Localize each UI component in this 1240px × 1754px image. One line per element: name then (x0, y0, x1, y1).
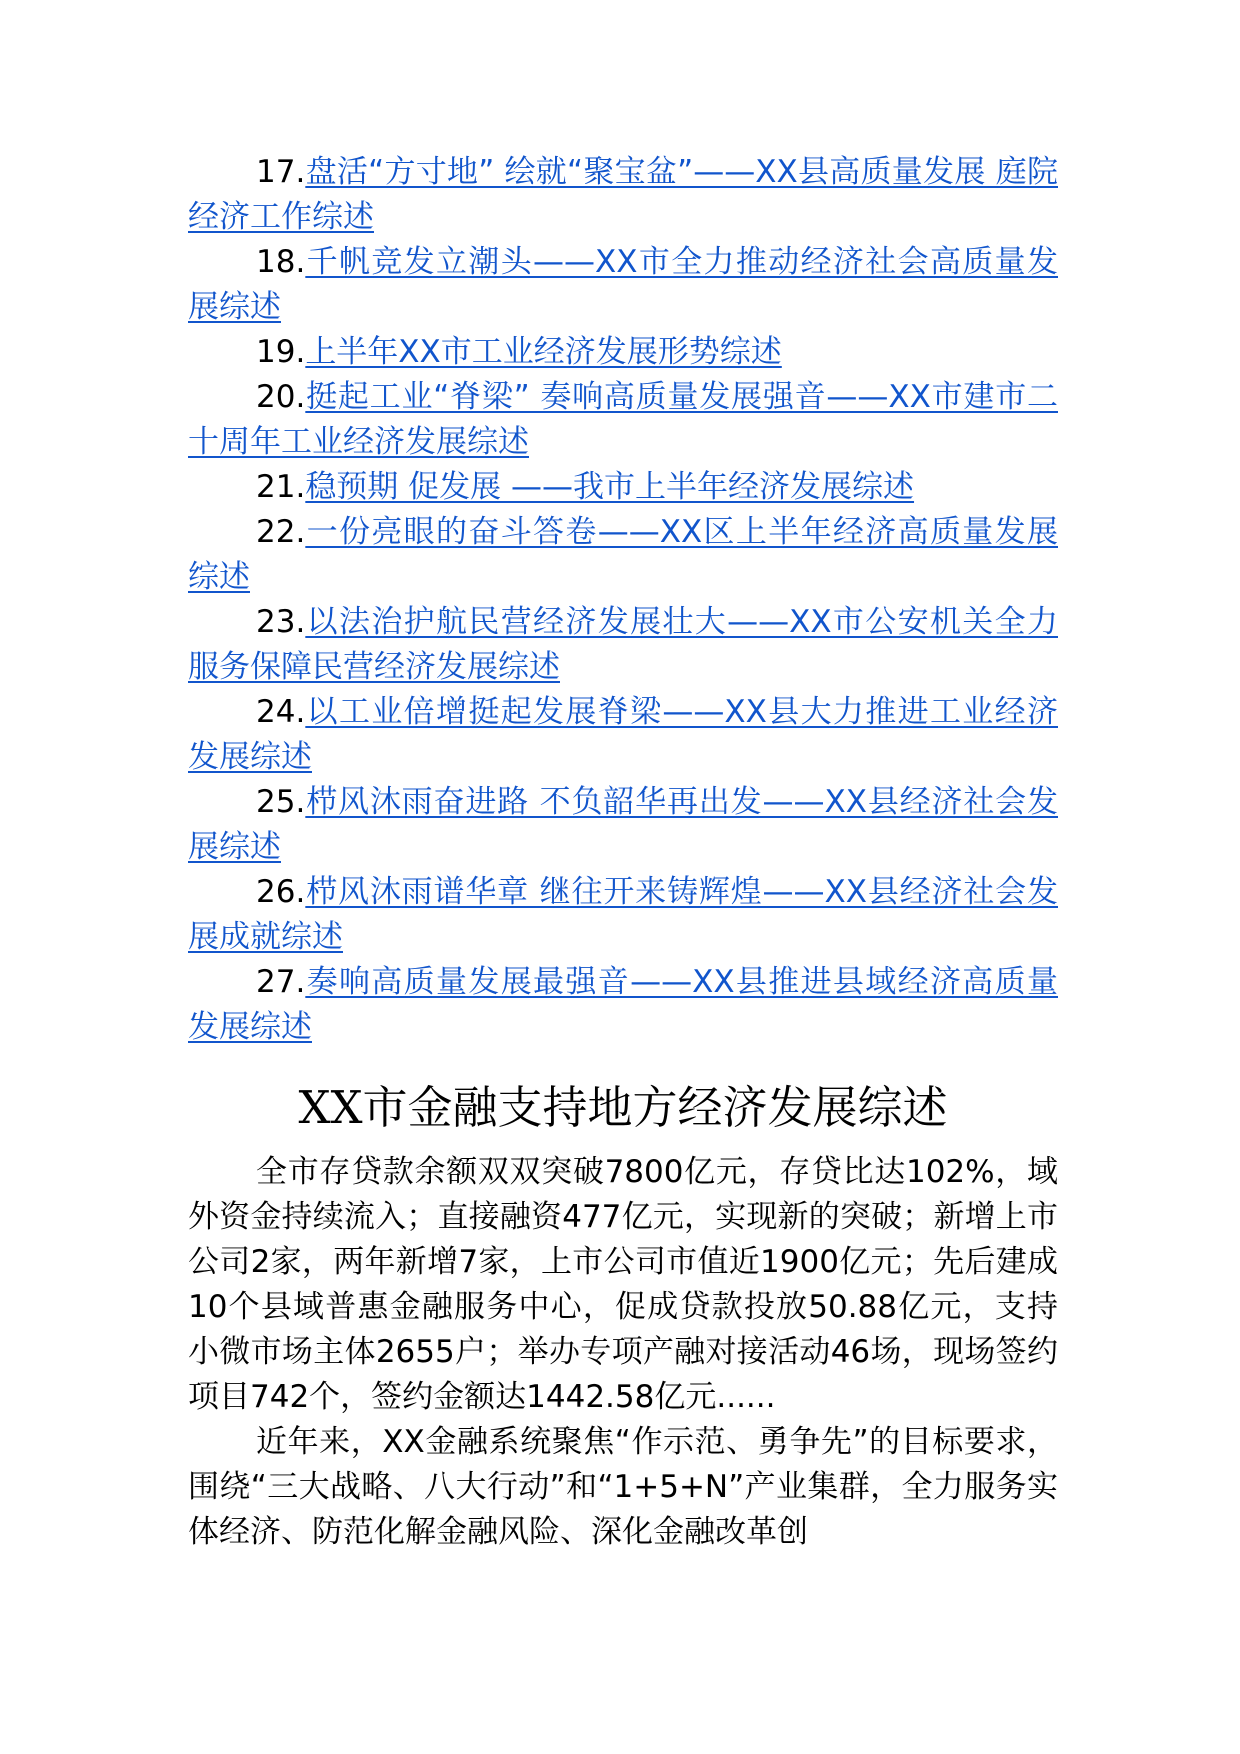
toc-item (188, 780, 1058, 870)
toc-item (188, 600, 1058, 690)
toc-item-number: 20. (256, 379, 306, 415)
toc-item (188, 150, 1058, 240)
body-paragraph: 全市存贷款余额双双突破7800亿元，存贷比达102%，域外资金持续流入；直接融资477亿元，实现新的突破；新增上市公司2家，两年新增7家，上市公司市值近1900亿元；先后建成10个县域普惠金融服务中心，促成贷款投放50.88亿元，支持小微市场主体2655户；举办专项产融对接活动46场，现场签约项目742个，签约金额达1442.58亿元...... (188, 1154, 1058, 1415)
article-title-prefix: XX (298, 1081, 363, 1134)
toc-item-number: 24. (256, 694, 306, 730)
toc-item (188, 375, 1058, 465)
toc-item-link[interactable]: 上半年XX市工业经济发展形势综述 (305, 334, 782, 370)
toc-item-link[interactable]: 栉风沐雨谱华章 继往开来铸辉煌——XX县经济社会发展成就综述 (188, 874, 1058, 955)
body-paragraph: 近年来，XX金融系统聚焦“作示范、勇争先”的目标要求，围绕“三大战略、八大行动”和“1+5+N”产业集群，全力服务实体经济、防范化解金融风险、深化金融改革创 (188, 1424, 1058, 1550)
toc-item (188, 510, 1058, 600)
toc-item (188, 330, 1058, 375)
toc-item (188, 240, 1058, 330)
toc-item-number: 27. (256, 964, 306, 1000)
toc-item-link[interactable]: 盘活“方寸地” 绘就“聚宝盆”——XX县高质量发展 庭院经济工作综述 (188, 154, 1058, 235)
toc-item-link[interactable]: 栉风沐雨奋进路 不负韶华再出发——XX县经济社会发展综述 (188, 784, 1058, 865)
toc-item-number: 18. (256, 244, 306, 280)
toc-item-link[interactable]: 一份亮眼的奋斗答卷——XX区上半年经济高质量发展综述 (188, 514, 1058, 595)
toc-item-link[interactable]: 以工业倍增挺起发展脊梁——XX县大力推进工业经济发展综述 (188, 694, 1058, 775)
toc-item-link[interactable]: 以法治护航民营经济发展壮大——XX市公安机关全力服务保障民营经济发展综述 (188, 604, 1058, 685)
toc-item (188, 870, 1058, 960)
toc-item-link[interactable]: 奏响高质量发展最强音——XX县推进县域经济高质量发展综述 (188, 964, 1058, 1045)
toc-item (188, 690, 1058, 780)
article-body (188, 1150, 1058, 1555)
toc-item-link[interactable]: 稳预期 促发展 ——我市上半年经济发展综述 (305, 469, 915, 505)
toc-item-number: 23. (256, 604, 306, 640)
toc-item-number: 22. (256, 514, 306, 550)
toc-item-link[interactable]: 千帆竞发立潮头——XX市全力推动经济社会高质量发展综述 (188, 244, 1058, 325)
toc-item (188, 465, 1058, 510)
toc-item-number: 25. (256, 784, 306, 820)
toc-list (188, 150, 1058, 1050)
toc-item-link[interactable]: 挺起工业“脊梁” 奏响高质量发展强音——XX市建市二十周年工业经济发展综述 (188, 379, 1058, 460)
toc-item-number: 19. (256, 334, 306, 370)
toc-item (188, 960, 1058, 1050)
article-title-text: 市金融支持地方经济发展综述 (362, 1081, 948, 1134)
article-title (188, 1078, 1058, 1138)
toc-item-number: 21. (256, 469, 306, 505)
toc-item-number: 26. (256, 874, 306, 910)
toc-item-number: 17. (256, 154, 306, 190)
